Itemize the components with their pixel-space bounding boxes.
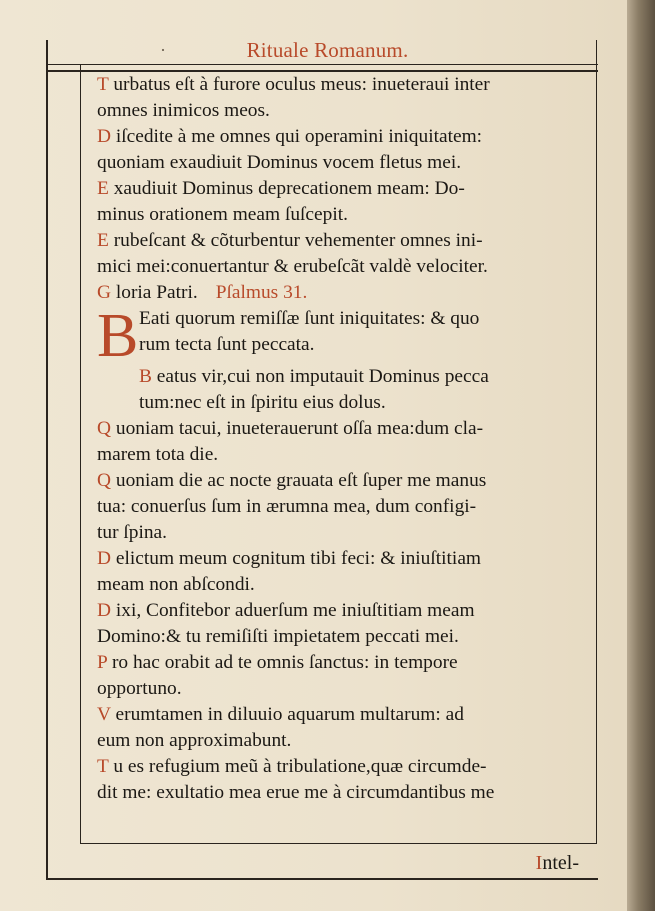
header-ornament: ·: [160, 40, 166, 60]
verse-text: uoniam tacui, inueterauerunt oſſa mea:dum cla-: [115, 418, 484, 439]
verse-text: mici mei:conuertantur & erubeſcãt valdè velociter.: [97, 256, 488, 277]
verse-initial: T: [97, 756, 109, 777]
verse-text: iſcedite à me omnes qui operamini iniquitatem:: [115, 126, 483, 147]
verse: [97, 754, 587, 806]
top-rule-outer: [46, 64, 598, 65]
verse-initial: D: [97, 126, 112, 147]
verse: [97, 124, 587, 176]
verse-text: uoniam die ac nocte grauata eſt ſuper me manus: [115, 470, 487, 491]
psalm-text: [97, 72, 587, 806]
verse-line: [97, 520, 587, 546]
verse-text: xaudiuit Dominus deprecationem meam: Do-: [113, 178, 465, 199]
verse: [97, 228, 587, 280]
verse-line: [97, 754, 587, 780]
verse-line: [97, 468, 587, 494]
verse-line: [97, 228, 587, 254]
verse-line: [97, 780, 587, 806]
verse-text: rubeſcant & cõturbentur vehementer omnes ini-: [113, 230, 483, 251]
verse-text: elictum meum cognitum tibi feci: & iniuſtitiam: [115, 548, 482, 569]
book-spine: [627, 0, 655, 911]
verse-text: tum:nec eſt in ſpiritu eius dolus.: [139, 392, 386, 413]
verse-line: [97, 72, 587, 98]
verse: [97, 468, 587, 546]
running-title: Rituale Romanum.: [246, 38, 409, 62]
verse-line: [97, 98, 587, 124]
drop-cap-verse: [97, 302, 587, 370]
verse: [97, 598, 587, 650]
gloria: [97, 280, 587, 306]
left-rule: [46, 40, 48, 880]
verse-text: tur ſpina.: [97, 522, 168, 543]
gloria-line: [97, 280, 587, 306]
verse-text: urbatus eſt à furore oculus meus: inueteraui inter: [113, 74, 490, 95]
verse-text: opportuno.: [97, 678, 182, 699]
verse-line: [97, 598, 587, 624]
verse-text: dit me: exultatio mea erue me à circumdantibus me: [97, 782, 495, 803]
verse-line: [97, 494, 587, 520]
verse: [97, 416, 587, 468]
verse-initial: E: [97, 178, 109, 199]
catchword-initial: I: [535, 852, 543, 874]
verse: [97, 176, 587, 228]
verse-line: [97, 728, 587, 754]
verse-initial: T: [97, 74, 109, 95]
psalm-heading: Pſalmus 31.: [215, 282, 308, 303]
verse-text: omnes inimicos meos.: [97, 100, 270, 121]
verse-initial: D: [97, 548, 112, 569]
verse-text: ixi, Confitebor aduerſum me iniuſtitiam meam: [115, 600, 475, 621]
verse-line: [97, 572, 587, 598]
verse-text: eatus vir,cui non imputauit Dominus pecca: [156, 366, 489, 387]
drop-verse-line: Eati quorum remiſſæ ſunt iniquitates: & quo: [139, 308, 480, 329]
verse-line: [97, 442, 587, 468]
verse: [97, 72, 587, 124]
verse-initial: Q: [97, 470, 112, 491]
footer-rule: [46, 878, 598, 880]
verse-line: [97, 150, 587, 176]
verse-text: eum non approximabunt.: [97, 730, 292, 751]
verse: [97, 546, 587, 598]
verse-initial: D: [97, 600, 112, 621]
right-rule: [596, 40, 597, 844]
catchword: [536, 852, 579, 875]
verse-text: minus orationem meam ſuſcepit.: [97, 204, 348, 225]
verse-line: [97, 202, 587, 228]
verse: [97, 702, 587, 754]
gloria-initial: G: [97, 282, 112, 303]
verse-text: tua: conuerſus ſum in ærumna mea, dum configi-: [97, 496, 477, 517]
verse-line: [97, 176, 587, 202]
drop-cap-initial: B: [97, 302, 139, 370]
verse-text: u es refugium meũ à tribulatione,quæ circumde-: [113, 756, 487, 777]
verse-initial: V: [97, 704, 111, 725]
verse-text: meam non abſcondi.: [97, 574, 255, 595]
verse-initial: E: [97, 230, 109, 251]
verse-line: [97, 254, 587, 280]
drop-verse-line: rum tecta ſunt peccata.: [139, 334, 315, 355]
verse-line: [139, 390, 587, 416]
verse-line: [139, 364, 587, 390]
verse-line: [97, 546, 587, 572]
verse-line: [97, 416, 587, 442]
verse-line: [97, 124, 587, 150]
verse-text: quoniam exaudiuit Dominus vocem fletus mei.: [97, 152, 462, 173]
verse-line: [97, 676, 587, 702]
verse-text: erumtamen in diluuio aquarum multarum: ad: [115, 704, 464, 725]
verse-initial: P: [97, 652, 108, 673]
catchword-rest: ntel-: [542, 852, 579, 874]
verse-line: [97, 624, 587, 650]
verse: [97, 364, 587, 416]
bottom-rule: [80, 843, 597, 844]
verse: [97, 650, 587, 702]
verse-line: [97, 650, 587, 676]
verse-text: ro hac orabit ad te omnis ſanctus: in tempore: [111, 652, 458, 673]
verse-initial: Q: [97, 418, 112, 439]
verse-text: Domino:& tu remiſiſti impietatem peccati mei.: [97, 626, 459, 647]
verse-line: [97, 702, 587, 728]
left-rule-inner: [80, 64, 81, 844]
verse-text: marem tota die.: [97, 444, 219, 465]
verse-initial: B: [139, 366, 152, 387]
gloria-text: loria Patri.: [115, 282, 198, 303]
